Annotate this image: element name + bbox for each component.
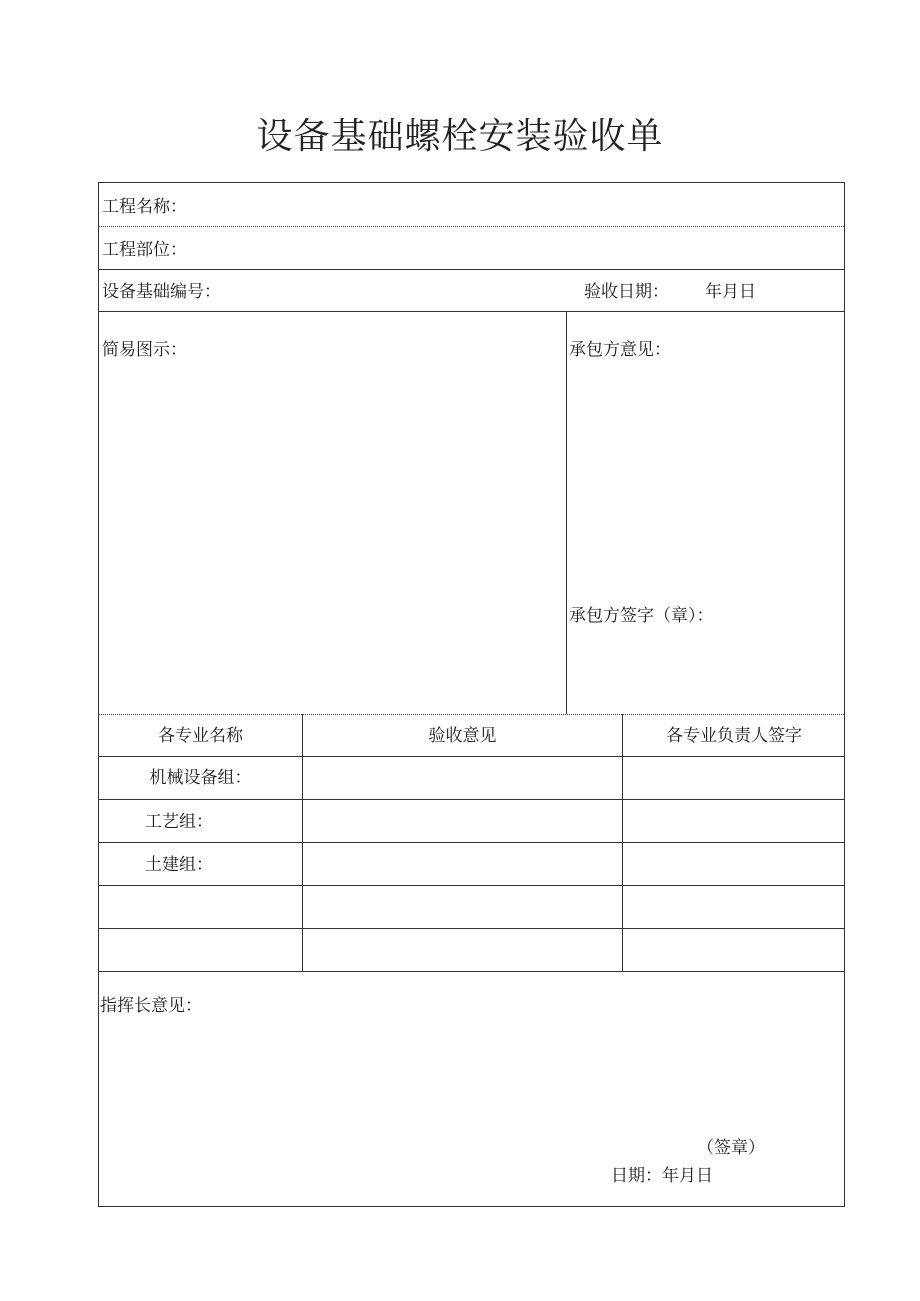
project-part-label: 工程部位： [102, 240, 187, 260]
table-row-divider [99, 928, 844, 929]
table-header-specialty: 各专业名称 [158, 726, 243, 746]
row-divider [99, 269, 844, 270]
commander-opinion-label: 指挥长意见： [100, 996, 202, 1016]
acceptance-form [98, 182, 845, 1207]
project-name-label: 工程名称： [102, 197, 187, 217]
contractor-signature-label: 承包方签字（章）： [569, 606, 714, 626]
commander-date-label: 日期：年月日 [611, 1166, 713, 1186]
sketch-label: 简易图示： [102, 340, 187, 360]
row-divider [99, 226, 844, 227]
table-row-divider [99, 842, 844, 843]
table-row-process: 工艺组： [145, 812, 213, 832]
table-row-civil: 土建组： [145, 855, 213, 875]
page-title: 设备基础螺栓安装验收单 [256, 116, 664, 157]
commander-seal-label: （签章） [697, 1138, 765, 1158]
section-divider [99, 714, 844, 715]
acceptance-date-value: 年月日 [705, 282, 756, 302]
row-divider [99, 311, 844, 312]
table-row-divider [99, 971, 844, 972]
contractor-opinion-label: 承包方意见： [569, 340, 671, 360]
table-row-divider [99, 885, 844, 886]
acceptance-date-label: 验收日期： [584, 282, 669, 302]
section-divider [566, 311, 567, 714]
table-row-mechanical: 机械设备组： [149, 768, 252, 788]
foundation-number-label: 设备基础编号： [102, 282, 221, 302]
table-row-divider [99, 756, 844, 757]
table-row-divider [99, 799, 844, 800]
table-header-signature: 各专业负责人签字 [666, 726, 802, 746]
table-header-opinion: 验收意见 [428, 726, 497, 746]
